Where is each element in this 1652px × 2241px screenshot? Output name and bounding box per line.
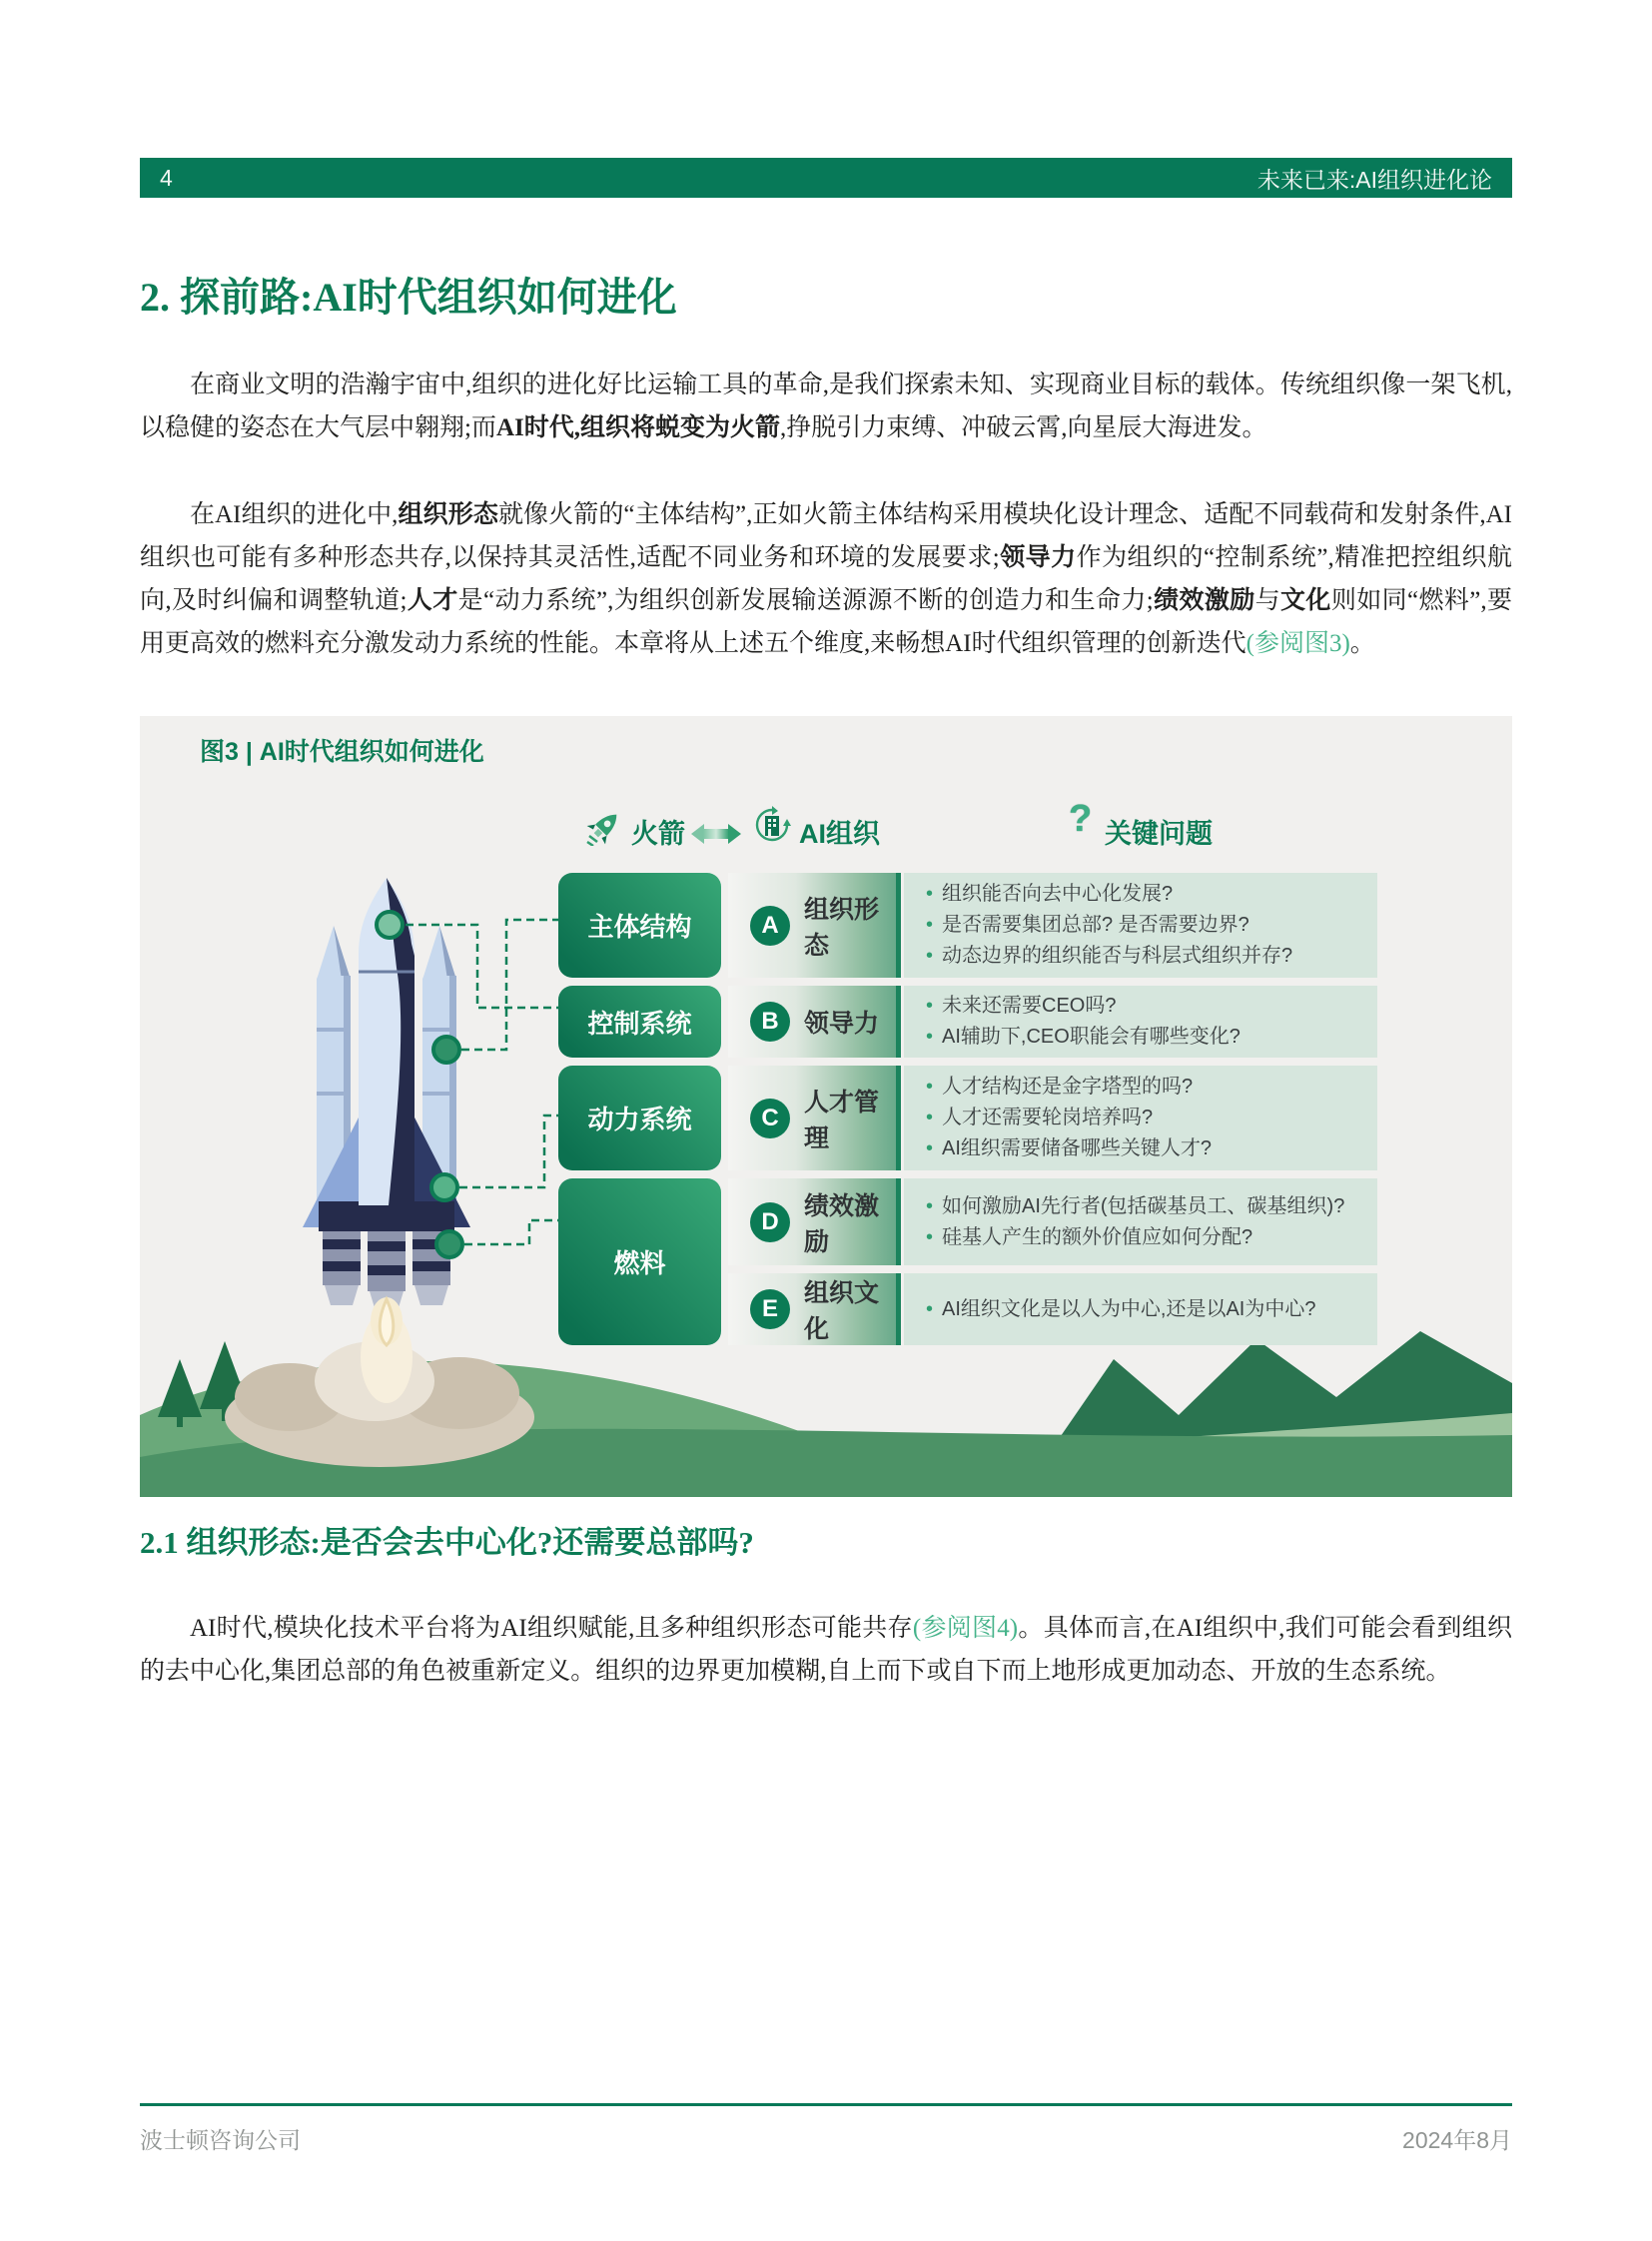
part-label: 动力系统 (587, 1105, 692, 1134)
letter-badge: B (750, 1002, 790, 1042)
question-item: • 如何激励AI先行者(包括碳基员工、碳基组织)? (924, 1191, 1367, 1222)
question-item: • 是否需要集团总部? 是否需要边界? (924, 910, 1367, 941)
questions-box-d (904, 1178, 1377, 1265)
page-header-bar (140, 158, 1512, 198)
aspect-label: 组织形态 (804, 895, 880, 960)
question-item: • 组织能否向去中心化发展? (924, 879, 1367, 910)
figure-reference-link[interactable]: (参阅图3) (1245, 630, 1350, 657)
letter-badge: C (750, 1099, 790, 1138)
page-content (140, 158, 1512, 1693)
question-item: • 动态边界的组织能否与科层式组织并存? (924, 941, 1367, 972)
document-title: 未来已来:AI组织进化论 (1256, 166, 1492, 193)
aspect-label: 绩效激励 (804, 1191, 880, 1256)
paragraph-3: AI时代,模块化技术平台将为AI组织赋能,且多种组织形态可能共存(参阅图4)。具体而言,在AI组织中,我们可能会看到组织的去中心化,集团总部的角色被重新定义。组织的边界更加模糊,自上而下或自下而上地形成更加动态、开放的生态系统。 (140, 1615, 1512, 1685)
paragraph-1: 在商业文明的浩瀚宇宙中,组织的进化好比运输工具的革命,是我们探索未知、实现商业目标的载体。传统组织像一架飞机,以稳健的姿态在大气层中翱翔;而AI时代,组织将蜕变为火箭,挣脱引力束缚、冲破云霄,向星辰大海进发。 (140, 372, 1512, 441)
part-box-power (558, 1066, 721, 1170)
legend-rocket-label: 火箭 (631, 819, 685, 849)
question-item: • AI组织文化是以人为中心,还是以AI为中心? (924, 1294, 1367, 1325)
legend-org-label: AI组织 (799, 819, 880, 849)
figure-3 (140, 716, 1512, 1497)
letter-badge: D (750, 1202, 790, 1242)
section-heading: 2. 探前路:AI时代组织如何进化 (140, 275, 677, 320)
letter-badge: A (750, 906, 790, 946)
letter-badge: E (750, 1289, 790, 1329)
aspect-box-c (728, 1066, 901, 1170)
page-number: 4 (160, 164, 173, 191)
aspect-box-a (728, 873, 901, 978)
question-item: • AI组织需要储备哪些关键人才? (924, 1133, 1367, 1164)
question-item: • 硅基人产生的额外价值应如何分配? (924, 1222, 1367, 1253)
aspect-box-b (728, 986, 901, 1058)
paragraph-2: 在AI组织的进化中,组织形态就像火箭的“主体结构”,正如火箭主体结构采用模块化设计理念、适配不同载荷和发射条件,AI组织也可能有多种形态共存,以保持其灵活性,适配不同业务和环境的发展要求;领导力作为组织的“控制系统”,精准把控组织航向,及时纠偏和调整轨道;人才是“动力系统”,为组织创新发展输送源源不断的创造力和生命力;绩效激励与文化则如同“燃料”,要用更高效的燃料充分激发动力系统的性能。本章将从上述五个维度,来畅想AI时代组织管理的创新迭代(参阅图3)。 (140, 501, 1512, 657)
question-item: • 未来还需要CEO吗? (924, 991, 1367, 1022)
part-label: 主体结构 (587, 912, 692, 942)
questions-box-a (904, 873, 1377, 978)
footer-company: 波士顿咨询公司 (140, 2127, 301, 2153)
aspect-box-d (728, 1178, 901, 1265)
questions-box-b (904, 986, 1377, 1058)
page-footer (140, 2103, 1512, 2155)
part-box-structure (558, 873, 721, 978)
questions-box-c (904, 1066, 1377, 1170)
part-box-control (558, 986, 721, 1058)
question-item: • 人才结构还是金字塔型的吗? (924, 1072, 1367, 1103)
part-box-fuel (558, 1178, 721, 1345)
question-item: • 人才还需要轮岗培养吗? (924, 1103, 1367, 1133)
part-label: 燃料 (613, 1248, 666, 1278)
aspect-label: 领导力 (804, 1010, 880, 1038)
figure-reference-link[interactable]: (参阅图4) (912, 1615, 1019, 1642)
questions-box-e (904, 1273, 1377, 1345)
aspect-box-e (728, 1273, 901, 1345)
footer-date: 2024年8月 (1402, 2127, 1512, 2153)
question-mark-icon: ? (1069, 798, 1093, 840)
aspect-label: 组织文化 (804, 1279, 880, 1343)
question-item: • AI辅助下,CEO职能会有哪些变化? (924, 1022, 1367, 1053)
subsection-heading: 2.1 组织形态:是否会去中心化?还需要总部吗? (140, 1525, 754, 1560)
figure-title: 图3 | AI时代组织如何进化 (200, 738, 484, 766)
aspect-label: 人才管理 (804, 1088, 880, 1152)
part-label: 控制系统 (587, 1008, 692, 1039)
legend-question-label: 关键问题 (1105, 819, 1213, 849)
